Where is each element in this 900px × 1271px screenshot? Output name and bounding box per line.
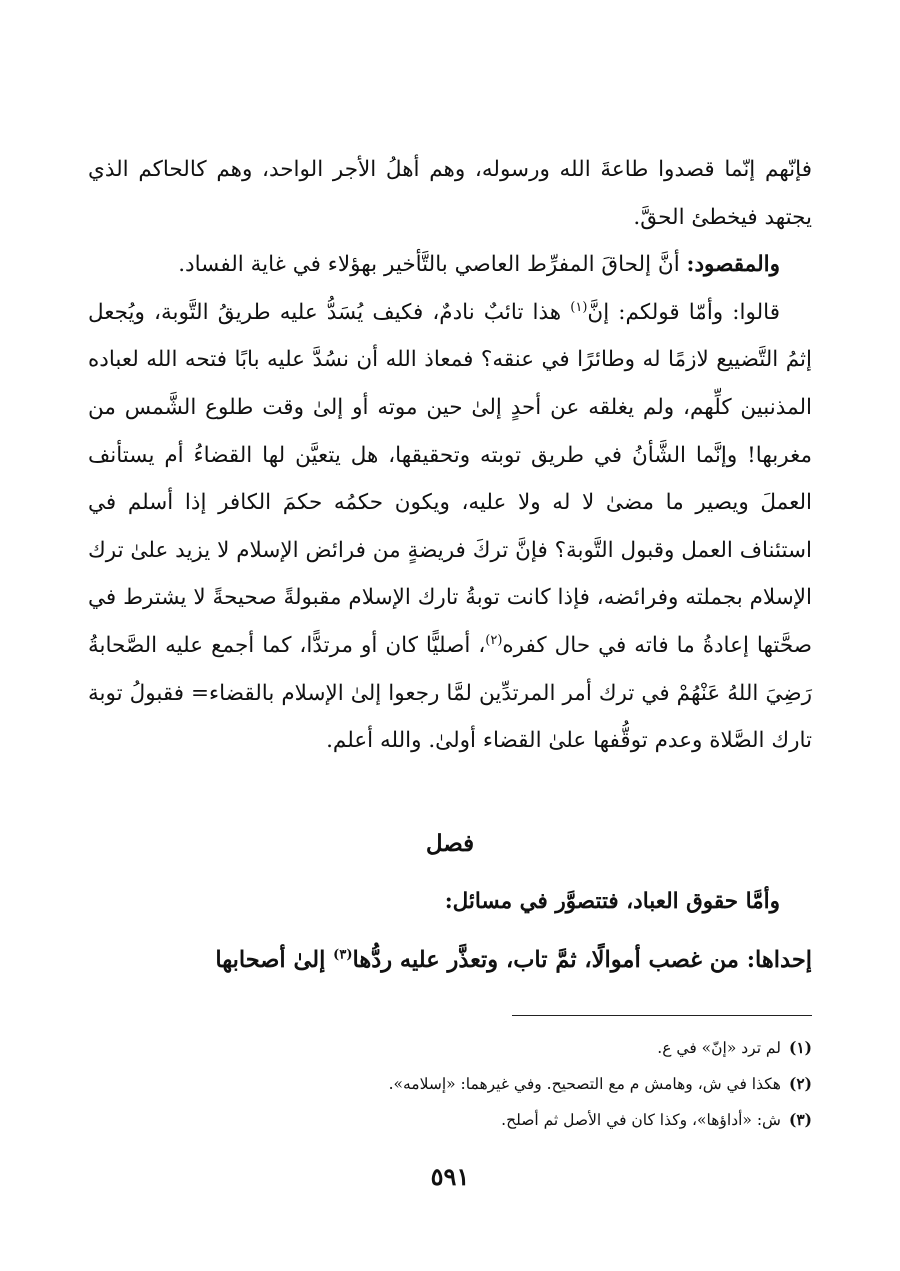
paragraph-2 — [88, 241, 812, 289]
first-issue-line — [88, 938, 812, 982]
paragraph-3-text-b: هذا تائبٌ نادمٌ، فكيف يُسَدُّ عليه طريقُ التَّوبة، ويُجعل إثمُ التَّضييع لازمًا له وطائرًا في عنقه؟ فمعاذ الله أن نسُدَّ عليه بابًا فتحه الله لعباده المذنبين كلِّهم، ولم يغلقه عن أحدٍ إلىٰ حين موته أو إلىٰ وقت طلوع الشَّمس من مغربها! وإنَّما الشَّأنُ في طريق توبته وتحقيقها، هل يتعيَّن لها القضاءُ أم يستأنف العملَ ويصير ما مضىٰ لا له ولا عليه، ويكون حكمُه حكمَ الكافر إذا أسلم في استئناف العمل وقبول التَّوبة؟ فإنَّ تركَ فريضةٍ من فرائض الإسلام لا يزيد علىٰ ترك الإسلام بجملته وفرائضه، فإذا كانت توبةُ تارك الإسلام مقبولةً صحيحةً لا يشترط في صحَّتها إعادةُ ما فاته في حال كفره — [88, 299, 812, 658]
footnote-ref-2[interactable]: (٢) — [485, 632, 503, 648]
footnote-1-text: لم ترد «إنّ» في ع. — [657, 1039, 781, 1057]
footnote-1 — [88, 1030, 812, 1066]
paragraph-3 — [88, 289, 812, 765]
paragraph-1 — [88, 146, 812, 241]
footnote-3-text: ش: «أداؤها»، وكذا كان في الأصل ثم أصلح. — [501, 1111, 781, 1129]
footnotes — [88, 1030, 812, 1138]
footnote-3 — [88, 1102, 812, 1138]
paragraph-2-lead: والمقصود: — [686, 252, 780, 278]
paragraph-2-text: أنَّ إلحاقَ المفرِّط العاصي بالتَّأخير بهؤلاء في غاية الفساد. — [178, 252, 687, 278]
main-text — [88, 146, 812, 765]
section-title: فصل — [425, 830, 475, 857]
page-number: ٥٩١ — [430, 1162, 470, 1191]
section-intro: وأمَّا حقوق العباد، فتتصوَّر في مسائل: — [444, 889, 780, 914]
first-issue-text-a: إحداها: من غصب أموالًا، ثمَّ تاب، وتعذَّر عليه ردُّها — [352, 947, 812, 973]
footnote-3-number: (٣) — [788, 1110, 812, 1129]
footnote-2 — [88, 1066, 812, 1102]
footnote-2-text: هكذا في ش، وهامش م مع التصحيح. وفي غيرهما: «إسلامه». — [388, 1075, 781, 1093]
first-issue-text-b: إلىٰ أصحابها — [215, 947, 334, 973]
paragraph-3-text-c: ، أصليًّا كان أو مرتدًّا، كما أجمع عليه الصَّحابةُ رَضِيَ اللهُ عَنْهُمْ في ترك أمر المرتدِّين لمَّا رجعوا إلىٰ الإسلام بالقضاء= فقبولُ توبة تارك الصَّلاة وعدم توقُّفها علىٰ القضاء أولىٰ. والله أعلم. — [88, 632, 812, 754]
footnote-ref-1[interactable]: (١) — [570, 299, 588, 315]
footnote-ref-3[interactable]: (٣) — [333, 947, 353, 963]
paragraph-3-text-a: قالوا: وأمّا قولكم: إنَّ — [587, 299, 780, 325]
footnote-2-number: (٢) — [788, 1074, 812, 1093]
footnote-1-number: (١) — [788, 1038, 812, 1057]
paragraph-1-text: فإنّهم إنّما قصدوا طاعةَ الله ورسوله، وهم أهلُ الأجر الواحد، وهم كالحاكم الذي يجتهد فيخطئ الحقَّ. — [88, 157, 812, 230]
footnote-separator — [512, 1015, 812, 1016]
